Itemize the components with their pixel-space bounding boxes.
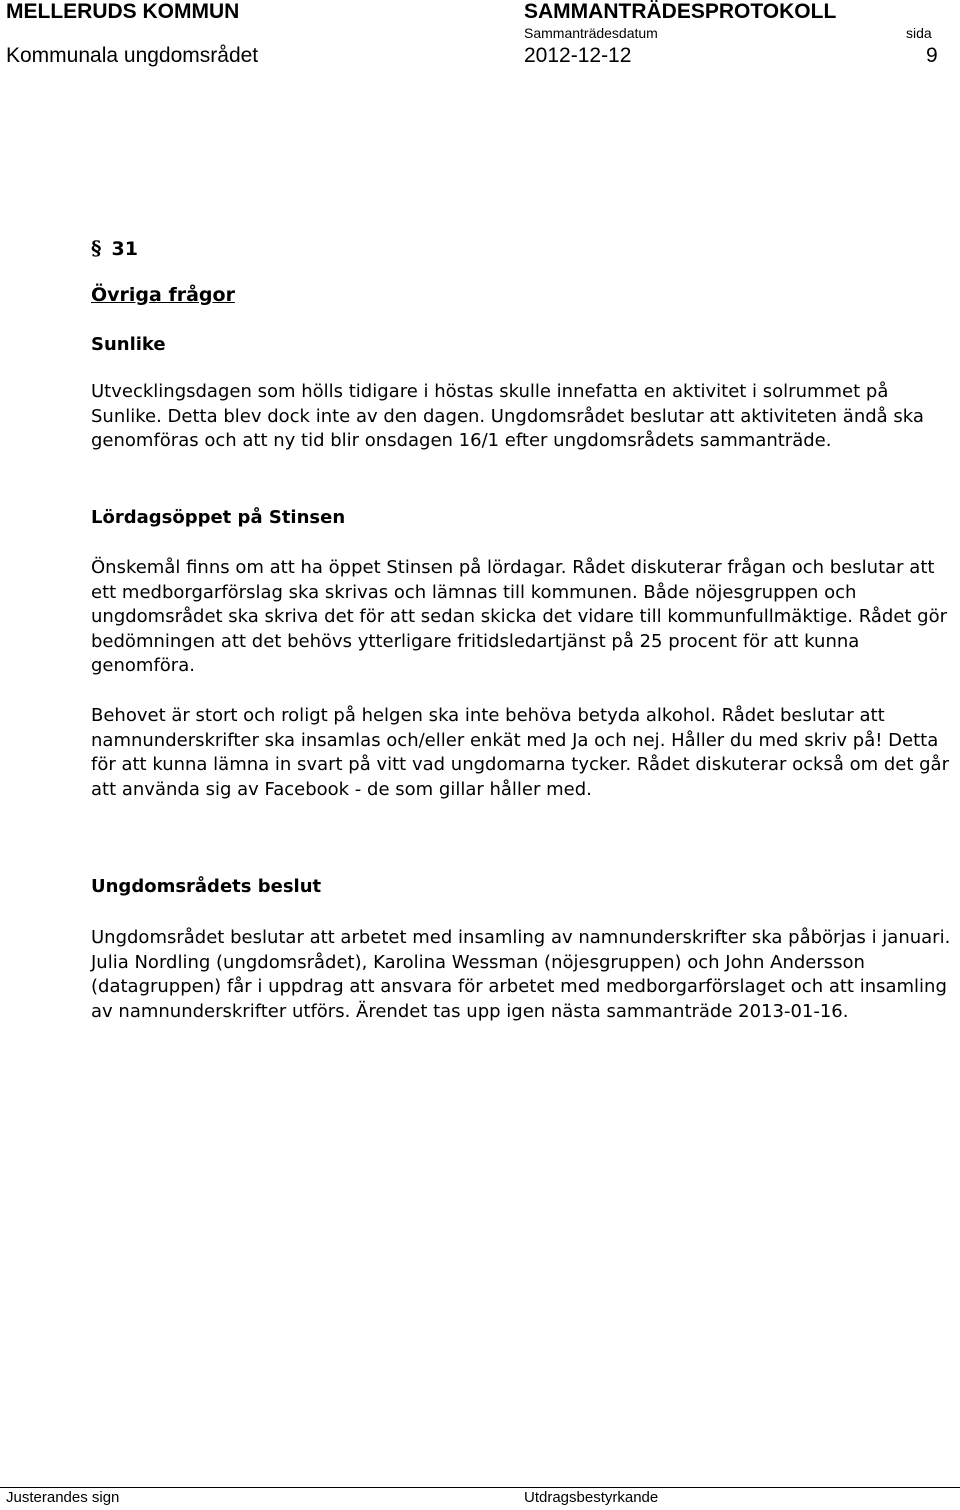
section-number: 31 (111, 238, 138, 260)
meeting-date: 2012-12-12 (524, 44, 632, 67)
footer-certification-label: Utdragsbestyrkande (524, 1489, 659, 1506)
item-heading-stinsen: Lördagsöppet på Stinsen (91, 507, 346, 528)
document-type: SAMMANTRÄDESPROTOKOLL (524, 0, 837, 23)
section-symbol: § (91, 236, 102, 260)
section-title: Övriga frågor (91, 284, 235, 306)
date-label: Sammanträdesdatum (524, 25, 658, 41)
item-paragraph-stinsen-2: Behovet är stort och roligt på helgen ska inte behöva betyda alkohol. Rådet beslutar att namnunderskrifter ska insamlas och/eller enkät med Ja och nej. Håller du med skriv på! Detta för att kunna lämna in svart på vitt vad ungdomarna tycker. Rådet diskuterar också om det går att använda sig av Facebook - de som gillar håller med. (91, 705, 949, 800)
page-number: 9 (926, 44, 938, 67)
footer-divider (0, 1487, 960, 1488)
footer-signature-label: Justerandes sign (6, 1489, 120, 1506)
decision-text: Ungdomsrådet beslutar att arbetet med insamling av namnunderskrifter ska påbörjas i januari. Julia Nordling (ungdomsrådet), Karolina Wessman (nöjesgruppen) och John Andersson (datagruppen) får i uppdrag att ansvara för arbetet med medborgarförslaget och att insamling av namnunderskrifter utförs. Ärendet tas upp igen nästa sammanträde 2013-01-16. (91, 927, 951, 1022)
paragraph-number (91, 236, 951, 260)
organization-name: MELLERUDS KOMMUN (6, 0, 240, 23)
item-heading-sunlike: Sunlike (91, 334, 166, 355)
body-name: Kommunala ungdomsrådet (6, 44, 259, 67)
item-paragraph-stinsen-1: Önskemål finns om att ha öppet Stinsen på lördagar. Rådet diskuterar frågan och beslutar att ett medborgarförslag ska skrivas och lämnas till kommunen. Både nöjesgruppen och ungdomsrådet ska skriva det för att sedan skicka det vidare till kommunfullmäktige. Rådet gör bedömningen att det behövs ytterligare fritidsledartjänst på 25 procent för att kunna genomföra. (91, 557, 948, 676)
page-label: sida (906, 25, 932, 41)
decision-heading: Ungdomsrådets beslut (91, 876, 322, 897)
item-paragraph-sunlike: Utvecklingsdagen som hölls tidigare i höstas skulle innefatta en aktivitet i solrummet på Sunlike. Detta blev dock inte av den dagen. Ungdomsrådet beslutar att aktiviteten ändå ska genomföras och att ny tid blir onsdagen 16/1 efter ungdomsrådets sammanträde. (91, 381, 924, 451)
